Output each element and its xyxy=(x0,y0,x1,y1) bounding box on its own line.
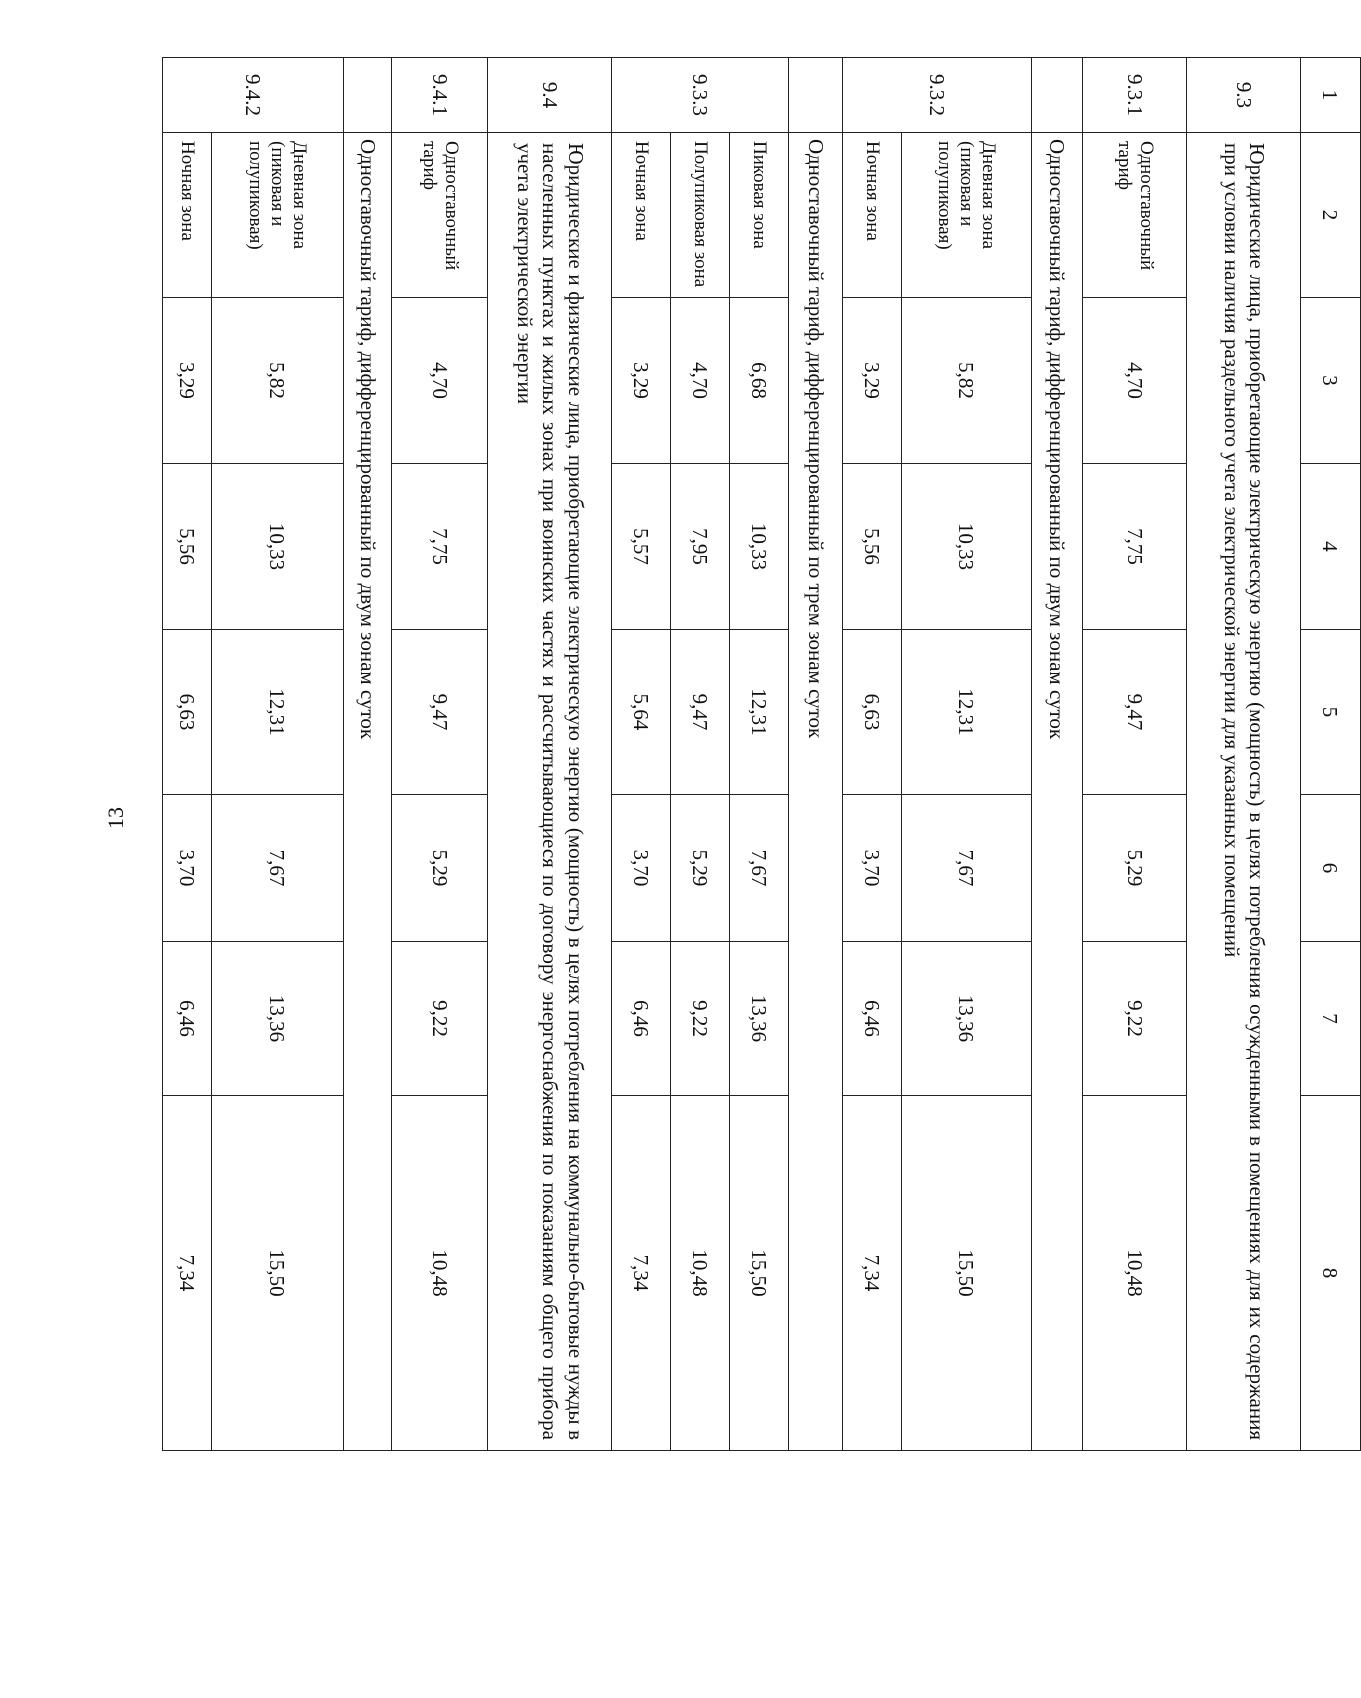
value-cell: 6,63 xyxy=(843,630,902,795)
value-cell: 10,48 xyxy=(671,1096,730,1451)
table-row xyxy=(671,58,730,1451)
value-cell: 13,36 xyxy=(730,942,789,1096)
tariff-table xyxy=(162,57,1361,1451)
empty-cell xyxy=(788,58,842,133)
table-row xyxy=(612,58,671,1451)
value-cell: 13,36 xyxy=(902,942,1031,1096)
value-cell: 5,29 xyxy=(1083,795,1187,942)
value-cell: 7,75 xyxy=(1083,464,1187,630)
value-cell: 5,82 xyxy=(902,298,1031,464)
section-row xyxy=(488,58,612,1451)
value-cell: 5,56 xyxy=(163,464,212,630)
value-cell: 7,34 xyxy=(612,1096,671,1451)
value-cell: 6,46 xyxy=(163,942,212,1096)
header-cell: 6 xyxy=(1300,795,1360,942)
subsection-title: Одноставочный тариф, дифференцированный по двум зонам суток xyxy=(1031,133,1082,1451)
header-cell: 7 xyxy=(1300,942,1360,1096)
value-cell: 3,29 xyxy=(163,298,212,464)
value-cell: 6,46 xyxy=(843,942,902,1096)
value-cell: 10,33 xyxy=(730,464,789,630)
section-code: 9.4 xyxy=(488,58,612,133)
value-cell: 6,63 xyxy=(163,630,212,795)
value-cell: 4,70 xyxy=(1083,298,1187,464)
value-cell: 3,70 xyxy=(843,795,902,942)
row-code: 9.3.2 xyxy=(843,58,1031,133)
row-label: Ночная зона xyxy=(163,133,212,298)
value-cell: 7,34 xyxy=(163,1096,212,1451)
row-label: Одноставочный тариф xyxy=(392,133,488,298)
row-label: Одноставочный тариф xyxy=(1083,133,1187,298)
table-row xyxy=(843,58,902,1451)
header-cell: 4 xyxy=(1300,464,1360,630)
value-cell: 7,95 xyxy=(671,464,730,630)
header-cell: 5 xyxy=(1300,630,1360,795)
section-code: 9.3 xyxy=(1187,58,1300,133)
value-cell: 9,47 xyxy=(671,630,730,795)
table-row xyxy=(1083,58,1187,1451)
header-row xyxy=(1300,58,1360,1451)
value-cell: 5,29 xyxy=(671,795,730,942)
section-row xyxy=(1187,58,1300,1451)
value-cell: 7,75 xyxy=(392,464,488,630)
subsection-row xyxy=(788,58,842,1451)
value-cell: 10,33 xyxy=(902,464,1031,630)
section-description: Юридические лица, приобретающие электрическую энергию (мощность) в целях потребления осужденными в помещениях для их содержания при условии наличия раздельного учета электрической энергии для указанных помещений xyxy=(1187,133,1300,1451)
row-label: Ночная зона xyxy=(843,133,902,298)
subsection-title: Одноставочный тариф, дифференцированный по трем зонам суток xyxy=(788,133,842,1451)
value-cell: 7,67 xyxy=(730,795,789,942)
subsection-row xyxy=(343,58,392,1451)
value-cell: 5,56 xyxy=(843,464,902,630)
value-cell: 5,57 xyxy=(612,464,671,630)
value-cell: 4,70 xyxy=(671,298,730,464)
value-cell: 9,47 xyxy=(392,630,488,795)
subsection-row xyxy=(1031,58,1082,1451)
row-label: Полупиковая зона xyxy=(671,133,730,298)
header-cell: 1 xyxy=(1300,58,1360,133)
value-cell: 7,34 xyxy=(843,1096,902,1451)
empty-cell xyxy=(343,58,392,133)
value-cell: 3,70 xyxy=(612,795,671,942)
value-cell: 9,22 xyxy=(671,942,730,1096)
value-cell: 9,22 xyxy=(392,942,488,1096)
value-cell: 3,29 xyxy=(612,298,671,464)
row-code: 9.4.1 xyxy=(392,58,488,133)
value-cell: 10,48 xyxy=(1083,1096,1187,1451)
value-cell: 5,64 xyxy=(612,630,671,795)
table-row xyxy=(163,58,212,1451)
value-cell: 15,50 xyxy=(902,1096,1031,1451)
value-cell: 15,50 xyxy=(211,1096,343,1451)
table-row xyxy=(902,58,1031,1451)
value-cell: 3,29 xyxy=(843,298,902,464)
value-cell: 12,31 xyxy=(211,630,343,795)
value-cell: 6,46 xyxy=(612,942,671,1096)
empty-cell xyxy=(1031,58,1082,133)
subsection-title: Одноставочный тариф, дифференцированный по двум зонам суток xyxy=(343,133,392,1451)
value-cell: 15,50 xyxy=(730,1096,789,1451)
table-row xyxy=(730,58,789,1451)
value-cell: 13,36 xyxy=(211,942,343,1096)
page-number: 13 xyxy=(103,807,128,829)
value-cell: 10,48 xyxy=(392,1096,488,1451)
row-label: Дневная зона (пиковая и полупиковая) xyxy=(211,133,343,298)
row-label: Пиковая зона xyxy=(730,133,789,298)
value-cell: 7,67 xyxy=(211,795,343,942)
value-cell: 6,68 xyxy=(730,298,789,464)
table-row xyxy=(392,58,488,1451)
header-cell: 2 xyxy=(1300,133,1360,298)
value-cell: 9,47 xyxy=(1083,630,1187,795)
row-label: Ночная зона xyxy=(612,133,671,298)
header-cell: 8 xyxy=(1300,1096,1360,1451)
row-label: Дневная зона (пиковая и полупиковая) xyxy=(902,133,1031,298)
value-cell: 5,82 xyxy=(211,298,343,464)
table-row xyxy=(211,58,343,1451)
value-cell: 12,31 xyxy=(730,630,789,795)
value-cell: 10,33 xyxy=(211,464,343,630)
value-cell: 5,29 xyxy=(392,795,488,942)
row-code: 9.3.3 xyxy=(612,58,788,133)
row-code: 9.4.2 xyxy=(163,58,344,133)
value-cell: 3,70 xyxy=(163,795,212,942)
value-cell: 4,70 xyxy=(392,298,488,464)
row-code: 9.3.1 xyxy=(1083,58,1187,133)
section-description: Юридические и физические лица, приобретающие электрическую энергию (мощность) в целях потребления на коммунально-бытовые нужды в населенных пунктах и жилых зонах при воинских частях и рассчитывающиеся по договору энергоснабжения по показаниям общего прибора учета электрической энергии xyxy=(488,133,612,1451)
value-cell: 12,31 xyxy=(902,630,1031,795)
value-cell: 9,22 xyxy=(1083,942,1187,1096)
header-cell: 3 xyxy=(1300,298,1360,464)
rotated-table-container xyxy=(162,57,1361,1450)
value-cell: 7,67 xyxy=(902,795,1031,942)
